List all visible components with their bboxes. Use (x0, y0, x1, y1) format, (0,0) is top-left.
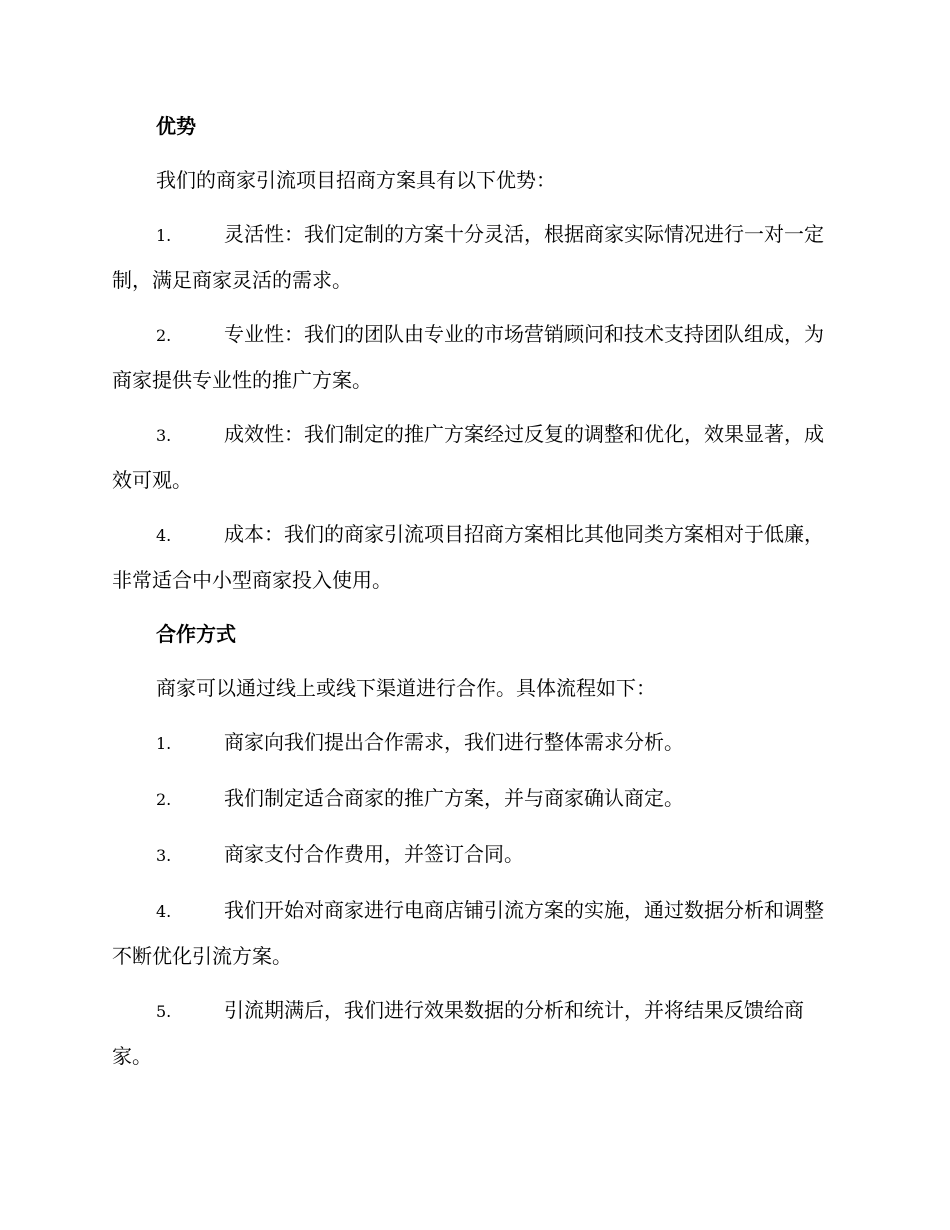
list-number: 1. (156, 734, 172, 753)
list-number: 2. (156, 790, 172, 809)
advantage-item (112, 212, 836, 302)
list-number: 3. (156, 426, 172, 445)
list-text: 我们开始对商家进行电商店铺引流方案的实施，通过数据分析和调整不断优化引流方案。 (112, 898, 824, 968)
list-text: 成本：我们的商家引流项目招商方案相比其他同类方案相对于低廉，非常适合中小型商家投入使用。 (112, 522, 824, 592)
list-number: 5. (156, 1002, 172, 1021)
cooperation-step (112, 776, 836, 822)
list-text: 商家向我们提出合作需求，我们进行整体需求分析。 (224, 730, 684, 754)
list-text: 引流期满后，我们进行效果数据的分析和统计，并将结果反馈给商家。 (112, 998, 804, 1068)
list-text: 灵活性：我们定制的方案十分灵活，根据商家实际情况进行一对一定制，满足商家灵活的需求。 (112, 222, 824, 292)
list-number: 2. (156, 326, 172, 345)
cooperation-step (112, 832, 836, 878)
cooperation-intro: 商家可以通过线上或线下渠道进行合作。具体流程如下： (156, 676, 656, 700)
advantages-intro: 我们的商家引流项目招商方案具有以下优势： (156, 168, 556, 192)
list-number: 4. (156, 526, 172, 545)
list-number: 4. (156, 902, 172, 921)
cooperation-step (112, 720, 836, 766)
document-content (112, 104, 836, 1088)
section-heading-cooperation: 合作方式 (156, 622, 236, 646)
section-heading-advantages: 优势 (156, 114, 196, 138)
list-text: 商家支付合作费用，并签订合同。 (224, 842, 524, 866)
list-text: 成效性：我们制定的推广方案经过反复的调整和优化，效果显著，成效可观。 (112, 422, 824, 492)
cooperation-step (112, 988, 836, 1078)
list-text: 我们制定适合商家的推广方案，并与商家确认商定。 (224, 786, 684, 810)
cooperation-step (112, 888, 836, 978)
advantage-item (112, 512, 836, 602)
advantage-item (112, 312, 836, 402)
list-text: 专业性：我们的团队由专业的市场营销顾问和技术支持团队组成，为商家提供专业性的推广方案。 (112, 322, 824, 392)
advantage-item (112, 412, 836, 502)
list-number: 3. (156, 846, 172, 865)
list-number: 1. (156, 226, 172, 245)
